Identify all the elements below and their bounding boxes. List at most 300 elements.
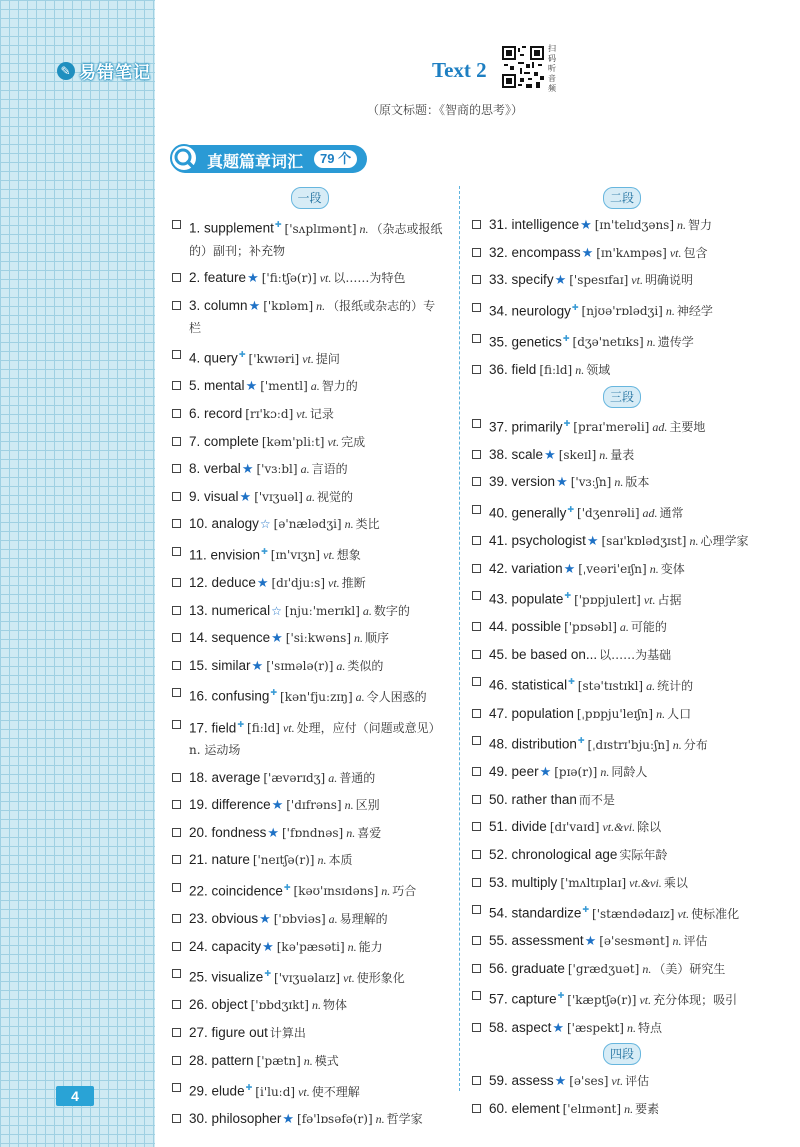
vocab-number: 39.: [489, 474, 508, 490]
definition: 统计的: [657, 678, 694, 693]
vocab-entry: [172, 994, 447, 1016]
vocab-entry: [172, 572, 447, 594]
vocab-list-left: [172, 214, 447, 1130]
phonetic: ['kɒləm]: [263, 298, 314, 313]
vocab-entry: [172, 655, 447, 677]
vocab-entry: [172, 767, 447, 789]
plus-badge-icon: ✚: [238, 350, 246, 360]
vocab-entry: [472, 585, 772, 611]
part-of-speech: n.: [316, 298, 326, 313]
vocab-word: field: [211, 720, 237, 735]
definition: 使形象化: [356, 970, 405, 985]
banner-label: 真题篇章词汇: [207, 152, 304, 171]
plus-badge-icon: ✚: [283, 882, 291, 892]
definition: 使标准化: [691, 906, 740, 921]
phonetic: [dɪ'vaɪd]: [549, 820, 600, 835]
qr-caption: 扫码听音频: [548, 44, 556, 93]
part-of-speech: n.: [344, 517, 354, 532]
vocab-word: confusing: [211, 688, 270, 704]
page-number: 4: [56, 1086, 94, 1106]
checkbox[interactable]: [472, 795, 481, 804]
vocab-word: difference: [211, 797, 271, 813]
phonetic: [praɪ'merəli]: [573, 420, 650, 435]
page-subtitle: （原文标题：《智商的思考》）: [367, 103, 524, 117]
checkbox[interactable]: [472, 275, 481, 284]
vocab-entry: [472, 214, 772, 236]
plus-badge-icon: ✚: [568, 677, 575, 687]
checkbox[interactable]: [472, 505, 481, 514]
checkbox[interactable]: [172, 519, 181, 528]
vocab-entry: [472, 558, 772, 580]
vocab-number: 47.: [489, 705, 508, 721]
vocab-number: 55.: [489, 933, 508, 949]
vocab-number: 44.: [489, 619, 508, 635]
vocab-number: 54.: [489, 905, 508, 921]
vocab-number: 33.: [489, 272, 508, 288]
outline-star-icon: ☆: [271, 603, 282, 618]
definition: 令人困惑的: [366, 689, 427, 704]
part-of-speech: a.: [328, 770, 338, 785]
brand-icon: ✎: [57, 62, 75, 80]
checkbox[interactable]: [472, 1023, 481, 1032]
vocab-entry: [472, 930, 772, 952]
vocab-entry: [172, 794, 447, 816]
part-of-speech: n.: [347, 939, 357, 954]
checkbox[interactable]: [172, 1114, 181, 1123]
checkbox[interactable]: [172, 220, 181, 229]
definition: （杂志或报纸的）副刊；补充物: [189, 221, 443, 258]
checkbox[interactable]: [472, 767, 481, 776]
checkbox[interactable]: [172, 633, 181, 642]
definition: 推断: [341, 576, 366, 591]
vocab-number: 60.: [489, 1100, 508, 1116]
vocab-word: numerical: [211, 602, 271, 618]
vocab-word: sequence: [211, 630, 271, 646]
definition: 神经学: [676, 304, 713, 319]
part-of-speech: vt.: [328, 576, 340, 591]
checkbox[interactable]: [172, 942, 181, 951]
definition: 评估: [625, 1074, 650, 1089]
phonetic: ['ɒbviəs]: [273, 912, 326, 927]
definition: 占据: [657, 592, 682, 607]
part-of-speech: n.: [614, 475, 624, 490]
right-column: [472, 188, 772, 1125]
checkbox[interactable]: [472, 1076, 481, 1085]
vocab-number: 36.: [489, 361, 508, 377]
checkbox[interactable]: [172, 1028, 181, 1037]
vocab-number: 4.: [189, 350, 201, 366]
part-of-speech: vt.: [343, 970, 355, 985]
vocab-entry: [172, 431, 447, 453]
vocab-number: 13.: [189, 602, 208, 618]
vocab-word: element: [511, 1100, 560, 1116]
checkbox[interactable]: [472, 878, 481, 887]
phonetic: [ɪn'vɪʒn]: [270, 548, 321, 563]
vocab-entry: [172, 486, 447, 508]
part-of-speech: vt.: [327, 434, 340, 449]
definition: 普通的: [339, 770, 376, 785]
checkbox[interactable]: [472, 1104, 481, 1113]
definition: 想象: [336, 548, 361, 563]
checkbox[interactable]: [472, 677, 481, 686]
vocab-entry: [172, 877, 447, 903]
qr-code-icon[interactable]: [502, 46, 544, 88]
definition: 区别: [355, 798, 380, 813]
phonetic: [pɪə(r)]: [554, 765, 598, 780]
star-icon: ★: [544, 446, 556, 462]
vocab-entry: [172, 295, 447, 339]
definition: 要素: [635, 1101, 660, 1116]
checkbox[interactable]: [472, 248, 481, 257]
vocab-list-section-3: [472, 413, 772, 1039]
definition: 物体: [323, 998, 348, 1013]
part-of-speech: n.: [344, 798, 354, 813]
definition: 量表: [610, 447, 635, 462]
vocab-word: column: [204, 297, 248, 313]
vocab-number: 24.: [189, 938, 208, 954]
phonetic: ['ævərɪdʒ]: [263, 770, 326, 785]
star-icon: ★: [256, 575, 269, 591]
checkbox[interactable]: [172, 381, 181, 390]
vocab-entry: [172, 403, 447, 425]
plus-badge-icon: ✚: [564, 591, 572, 601]
part-of-speech: vt.&vi.: [629, 875, 662, 890]
vocab-word: feature: [204, 270, 247, 286]
vocab-number: 48.: [489, 736, 508, 752]
vocab-number: 26.: [189, 997, 208, 1013]
checkbox[interactable]: [172, 409, 181, 418]
checkbox[interactable]: [472, 365, 481, 374]
vocab-word: assess: [511, 1073, 554, 1089]
definition: （报纸或杂志的）专栏: [189, 298, 436, 335]
vocab-number: 17.: [189, 720, 208, 735]
definition: 变体: [660, 561, 685, 576]
part-of-speech: vt.: [323, 548, 335, 563]
vocab-word: elude: [211, 1083, 245, 1099]
phonetic: [i'luːd]: [255, 1084, 296, 1099]
plus-badge-icon: ✚: [582, 905, 590, 915]
checkbox[interactable]: [172, 1083, 181, 1092]
vocab-entry: [172, 375, 447, 397]
star-icon: ★: [556, 474, 568, 490]
vocab-word: object: [211, 997, 248, 1013]
part-of-speech: n.: [626, 1020, 636, 1035]
part-of-speech: n.: [346, 825, 356, 840]
star-icon: ★: [259, 911, 271, 927]
definition: 类比: [355, 517, 380, 532]
vocab-number: 11.: [189, 547, 207, 563]
vocab-entry: [472, 616, 772, 638]
vocab-entry: [472, 413, 772, 439]
checkbox[interactable]: [172, 547, 181, 556]
phonetic: [ə'nælədʒi]: [273, 517, 342, 532]
star-icon: ★: [586, 532, 599, 548]
checkbox[interactable]: [172, 464, 181, 473]
vocab-number: 29.: [189, 1083, 208, 1099]
vocab-number: 46.: [489, 677, 508, 693]
part-of-speech: a.: [362, 603, 372, 618]
checkbox[interactable]: [172, 969, 181, 978]
star-icon: ★: [271, 630, 283, 646]
checkbox[interactable]: [172, 828, 181, 837]
checkbox[interactable]: [472, 905, 481, 914]
vocab-entry: [172, 513, 447, 535]
definition: 视觉的: [316, 489, 353, 504]
checkbox[interactable]: [472, 536, 481, 545]
plus-badge-icon: ✚: [274, 220, 282, 229]
vocab-entry: [172, 682, 447, 708]
vocab-word: capacity: [211, 938, 262, 954]
page-title: Text 2: [432, 58, 487, 82]
definition: 版本: [625, 475, 650, 490]
checkbox[interactable]: [472, 622, 481, 631]
vocab-word: field: [511, 361, 537, 377]
phonetic: ['stændədaɪz]: [592, 906, 675, 921]
vocab-number: 35.: [489, 334, 508, 350]
vocab-word: visual: [204, 488, 239, 504]
phonetic: ['grædʒuət]: [567, 961, 640, 976]
checkbox[interactable]: [172, 800, 181, 809]
vocab-entry: [172, 458, 447, 480]
definition: 而不是: [578, 792, 615, 807]
definition: 包含: [683, 245, 708, 260]
vocab-number: 51.: [489, 819, 508, 835]
plus-badge-icon: ✚: [237, 719, 245, 729]
phonetic: ['kæptʃə(r)]: [567, 992, 637, 1007]
checkbox[interactable]: [172, 855, 181, 864]
vocab-word: be based on...: [511, 646, 598, 662]
vocab-number: 7.: [189, 433, 201, 449]
vocab-number: 32.: [489, 244, 508, 260]
part-of-speech: vt.: [298, 1084, 310, 1099]
checkbox[interactable]: [172, 1056, 181, 1065]
vocab-number: 21.: [189, 852, 208, 868]
part-of-speech: n.: [624, 1101, 634, 1116]
vocab-number: 20.: [189, 824, 208, 840]
vocab-number: 28.: [189, 1052, 208, 1068]
part-of-speech: vt.: [296, 406, 308, 421]
vocab-word: multiply: [511, 874, 558, 890]
vocab-entry: [472, 671, 772, 697]
checkbox[interactable]: [472, 591, 481, 600]
part-of-speech: a.: [310, 379, 320, 394]
definition: 计算出: [269, 1025, 306, 1040]
definition: 喜爱: [357, 825, 382, 840]
checkbox[interactable]: [472, 334, 481, 343]
checkbox[interactable]: [472, 477, 481, 486]
vocab-entry: [472, 730, 772, 756]
vocab-word: average: [211, 769, 261, 785]
star-icon: ★: [580, 217, 592, 232]
checkbox[interactable]: [472, 650, 481, 659]
phonetic: [dɪ'djuːs]: [271, 576, 326, 591]
definition: 可能的: [630, 620, 667, 635]
checkbox[interactable]: [472, 850, 481, 859]
vocab-number: 52.: [489, 846, 508, 862]
phonetic: [stə'tɪstɪkl]: [577, 678, 644, 693]
phonetic: [saɪ'kɒlədʒɪst]: [601, 533, 687, 548]
vocab-number: 34.: [489, 303, 508, 319]
checkbox[interactable]: [472, 303, 481, 312]
sidebar-grid: [0, 0, 155, 1147]
checkbox[interactable]: [172, 720, 181, 729]
plus-badge-icon: ✚: [563, 418, 571, 428]
vocab-word: nature: [211, 852, 250, 868]
part-of-speech: vt.: [631, 273, 643, 288]
vocab-entry: [472, 899, 772, 925]
vocab-entry: [472, 761, 772, 783]
part-of-speech: n.: [672, 934, 682, 949]
phonetic: [ə'sesmənt]: [599, 934, 670, 949]
checkbox[interactable]: [472, 991, 481, 1000]
phonetic: ['vɜːbl]: [256, 462, 298, 477]
star-icon: ★: [554, 272, 567, 288]
vocab-number: 8.: [189, 461, 201, 477]
phonetic: ['spesɪfaɪ]: [569, 273, 629, 288]
star-icon: ★: [267, 824, 279, 840]
vocab-number: 19.: [189, 797, 208, 813]
plus-badge-icon: ✚: [264, 969, 272, 979]
part-of-speech: vt.: [643, 592, 656, 607]
checkbox[interactable]: [172, 606, 181, 615]
phonetic: ['vɜːʃn]: [570, 475, 612, 490]
star-icon: ★: [539, 764, 552, 780]
definition: 类似的: [347, 658, 384, 673]
part-of-speech: n.: [599, 447, 609, 462]
phonetic: ['ɒbdʒɪkt]: [250, 998, 309, 1013]
vocab-number: 27.: [189, 1024, 208, 1040]
definition: 记录: [309, 406, 334, 421]
brand-text: 易错笔记: [79, 63, 151, 82]
star-icon: ★: [239, 488, 252, 504]
vocab-list-section-4: [472, 1070, 772, 1120]
checkbox[interactable]: [472, 220, 481, 229]
definition: 巧合: [392, 884, 417, 899]
phonetic: ['sʌplɪmənt]: [284, 221, 357, 236]
checkbox[interactable]: [472, 450, 481, 459]
star-icon: ★: [262, 938, 274, 954]
vocab-word: capture: [511, 991, 557, 1007]
vocab-number: 56.: [489, 960, 508, 976]
vocab-word: coincidence: [211, 883, 283, 899]
plus-badge-icon: ✚: [557, 991, 565, 1001]
vocab-word: aspect: [511, 1019, 552, 1035]
definition: 特点: [637, 1020, 662, 1035]
vocab-word: mental: [204, 378, 245, 394]
checkbox[interactable]: [472, 964, 481, 973]
checkbox[interactable]: [172, 492, 181, 501]
checkbox[interactable]: [172, 578, 181, 587]
vocab-word: intelligence: [511, 217, 580, 232]
vocab-banner: [171, 145, 367, 173]
checkbox[interactable]: [472, 822, 481, 831]
vocab-word: envision: [210, 547, 261, 563]
checkbox[interactable]: [172, 1000, 181, 1009]
definition: 乘以: [663, 875, 688, 890]
vocab-word: version: [511, 474, 556, 490]
vocab-number: 14.: [189, 630, 208, 646]
vocab-word: obvious: [211, 911, 259, 927]
part-of-speech: a.: [300, 462, 310, 477]
phonetic: ['pɒsəbl]: [564, 620, 617, 635]
vocab-entry: [472, 703, 772, 725]
part-of-speech: n.: [677, 218, 687, 232]
vocab-number: 50.: [489, 791, 508, 807]
vocab-number: 9.: [189, 488, 201, 504]
checkbox[interactable]: [472, 419, 481, 428]
vocab-number: 37.: [489, 419, 508, 435]
checkbox[interactable]: [172, 661, 181, 670]
phonetic: ['kwɪəri]: [248, 351, 300, 366]
checkbox[interactable]: [472, 564, 481, 573]
part-of-speech: n.: [656, 706, 666, 721]
checkbox[interactable]: [172, 301, 181, 310]
part-of-speech: n.: [375, 1112, 385, 1127]
checkbox[interactable]: [472, 709, 481, 718]
vocab-word: complete: [204, 433, 259, 449]
word-count-badge: 79 个: [314, 150, 357, 168]
definition: 以……为特色: [333, 271, 406, 286]
phonetic: ['neɪtʃə(r)]: [252, 853, 315, 868]
checkbox[interactable]: [172, 914, 181, 923]
phonetic: [ˌpɒpju'leɪʃn]: [576, 706, 654, 721]
part-of-speech: n.: [354, 631, 363, 646]
checkbox[interactable]: [172, 273, 181, 282]
vocab-entry: [172, 714, 447, 762]
vocab-word: peer: [511, 764, 539, 780]
plus-badge-icon: ✚: [245, 1083, 253, 1093]
checkbox[interactable]: [172, 883, 181, 892]
section-label-3: 三段: [603, 386, 641, 408]
checkbox[interactable]: [472, 736, 481, 745]
vocab-entry: [472, 789, 772, 811]
definition: 以……为基础: [599, 647, 672, 662]
checkbox[interactable]: [172, 688, 181, 697]
phonetic: [fiːld]: [247, 721, 280, 735]
checkbox[interactable]: [172, 773, 181, 782]
part-of-speech: n.: [665, 304, 675, 319]
vocab-number: 25.: [189, 969, 208, 985]
checkbox[interactable]: [172, 437, 181, 446]
phonetic: ['pætn]: [256, 1053, 301, 1068]
vocab-number: 30.: [189, 1111, 208, 1127]
vocab-word: visualize: [211, 969, 264, 985]
vocab-entry: [472, 471, 772, 493]
definition: 完成: [341, 434, 366, 449]
vocab-number: 57.: [489, 991, 508, 1007]
vocab-word: specify: [511, 272, 554, 288]
vocab-entry: [172, 214, 447, 262]
vocab-list-section-2: [472, 214, 772, 381]
vocab-entry: [472, 297, 772, 323]
vocab-number: 1.: [189, 220, 201, 236]
phonetic: [kə'pæsəti]: [276, 939, 345, 954]
vocab-word: genetics: [511, 334, 562, 350]
vocab-word: similar: [211, 657, 251, 673]
left-column: [172, 188, 447, 1136]
checkbox[interactable]: [472, 936, 481, 945]
part-of-speech: ad.: [642, 506, 658, 521]
vocab-word: figure out: [211, 1024, 268, 1040]
star-icon: ★: [282, 1111, 295, 1127]
star-icon: ★: [563, 560, 576, 576]
checkbox[interactable]: [172, 350, 181, 359]
plus-badge-icon: ✚: [567, 504, 575, 514]
part-of-speech: vt.: [677, 906, 690, 921]
definition: 模式: [314, 1053, 339, 1068]
phonetic: ['fiːtʃə(r)]: [261, 271, 317, 286]
part-of-speech: vt.: [611, 1074, 624, 1089]
